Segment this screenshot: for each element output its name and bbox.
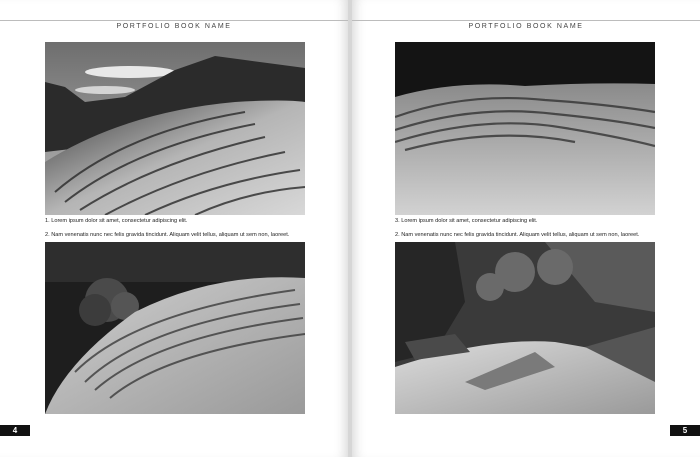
caption-1: 1. Lorem ipsum dolor sit amet, consectetur adipiscing elit. — [45, 218, 188, 224]
header-title: PORTFOLIO BOOK NAME — [116, 23, 232, 30]
caption-3: 3. Lorem ipsum dolor sit amet, consectetur adipiscing elit. — [395, 218, 538, 224]
left-page — [0, 0, 348, 457]
right-page — [352, 0, 700, 457]
header-rule — [0, 20, 348, 21]
caption-2: 2. Nam venenatis nunc nec felis gravida tincidunt. Aliquam velit tellus, aliquam ut sem non, laoreet. — [45, 232, 290, 238]
caption-4: 2. Nam venenatis nunc nec felis gravida tincidunt. Aliquam velit tellus, aliquam ut sem non, laoreet. — [395, 232, 640, 238]
photo-4 — [395, 242, 655, 414]
page-number: 4 — [0, 425, 30, 436]
page-number: 5 — [670, 425, 700, 436]
header-title: PORTFOLIO BOOK NAME — [468, 23, 584, 30]
header-rule — [352, 20, 700, 21]
photo-3 — [395, 42, 655, 215]
photo-2 — [45, 242, 305, 414]
photo-1 — [45, 42, 305, 215]
